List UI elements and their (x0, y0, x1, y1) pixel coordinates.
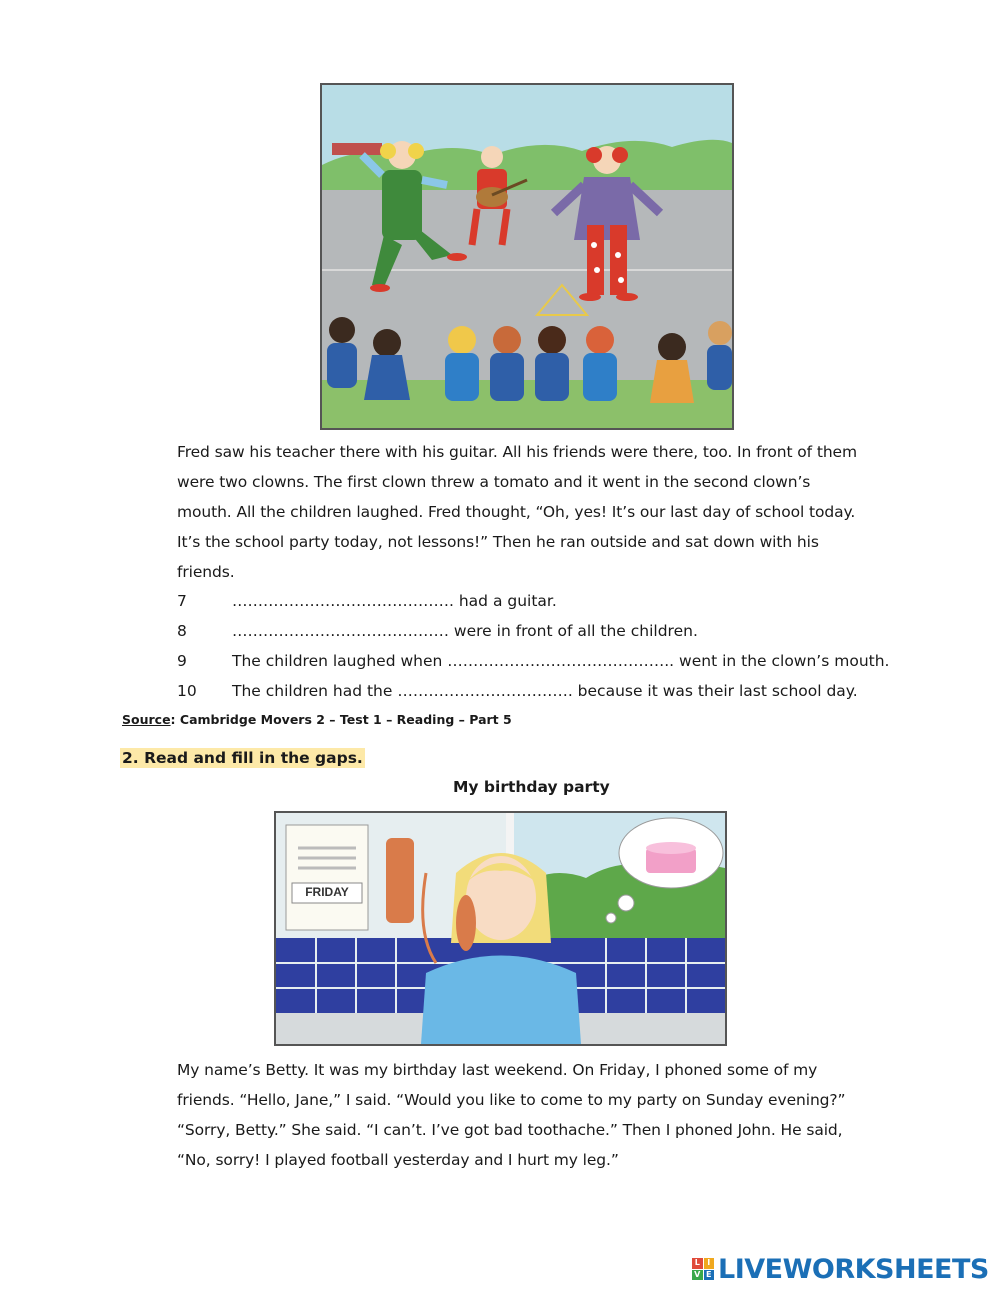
logo-mark-icon (692, 1258, 714, 1280)
source-citation (122, 712, 512, 727)
logo-mark-letter: L (692, 1258, 703, 1269)
source-label: Source (122, 712, 171, 727)
source-text: : Cambridge Movers 2 – Test 1 – Reading – Part 5 (170, 712, 512, 727)
logo-text: LIVEWORKSHEETS (718, 1253, 989, 1285)
paragraph-line: My name’s Betty. It was my birthday last weekend. On Friday, I phoned some of my (177, 1061, 818, 1079)
logo-mark-letter: E (704, 1270, 715, 1281)
story-title: My birthday party (453, 778, 610, 796)
question-text[interactable]: The children had the ……………………………. because it was their last school day. (232, 682, 858, 700)
story-paragraph-1 (177, 437, 897, 587)
paragraph-line: were two clowns. The first clown threw a tomato and it went in the second clown’s (177, 473, 811, 491)
paragraph-line: mouth. All the children laughed. Fred thought, “Oh, yes! It’s our last day of school today. (177, 503, 856, 521)
paragraph-line: Fred saw his teacher there with his guitar. All his friends were there, too. In front of them (177, 443, 857, 461)
betty-phone-illustration (274, 811, 727, 1046)
paragraph-line: friends. (177, 563, 235, 581)
question-text[interactable]: ……………………………………. had a guitar. (232, 592, 557, 610)
question-number: 9 (177, 652, 187, 670)
liveworksheets-logo[interactable] (692, 1253, 989, 1285)
question-number: 8 (177, 622, 187, 640)
question-text[interactable]: The children laughed when …………………………………….. went in the clown’s mouth. (232, 652, 890, 670)
question-text[interactable]: …………………………………… were in front of all the children. (232, 622, 698, 640)
story-paragraph-2 (177, 1055, 897, 1175)
logo-mark-letter: I (704, 1258, 715, 1269)
section-heading: 2. Read and fill in the gaps. (122, 749, 363, 767)
clowns-party-illustration (320, 83, 734, 430)
paragraph-line: It’s the school party today, not lessons!” Then he ran outside and sat down with his (177, 533, 819, 551)
question-number: 10 (177, 682, 197, 700)
paragraph-line: “Sorry, Betty.” She said. “I can’t. I’ve got bad toothache.” Then I phoned John. He said, (177, 1121, 843, 1139)
question-number: 7 (177, 592, 187, 610)
paragraph-line: “No, sorry! I played football yesterday and I hurt my leg.” (177, 1151, 619, 1169)
logo-mark-letter: V (692, 1270, 703, 1281)
calendar-label: FRIDAY (305, 885, 349, 899)
paragraph-line: friends. “Hello, Jane,” I said. “Would you like to come to my party on Sunday evening?” (177, 1091, 846, 1109)
